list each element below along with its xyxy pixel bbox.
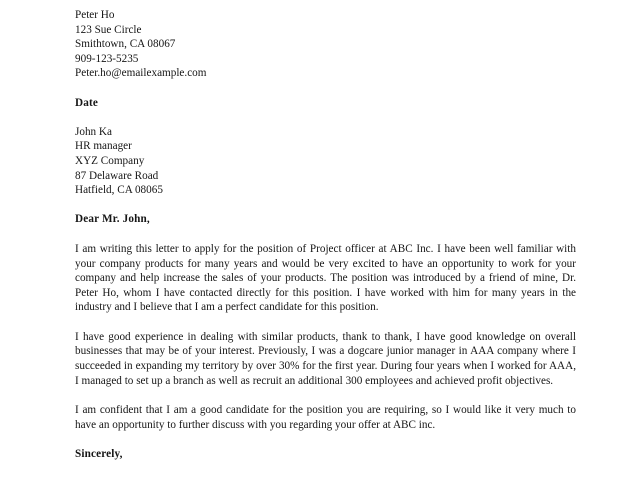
recipient-address-block [75, 125, 576, 198]
date-line: Date [75, 96, 98, 109]
sender-address-line: Smithtown, CA 08067 [75, 38, 176, 51]
spacer [75, 81, 576, 96]
recipient-address-line: 87 Delaware Road [75, 169, 159, 182]
spacer [75, 227, 576, 242]
body-paragraph: I have good experience in dealing with similar products, thank to thank, I have good knowledge on overall businesses that may be of your interest. Previously, I was a dogcare junior manager in AAA company where I succeeded in expanding my territory by over 30% for the first year. During four years when I worked for AAA, I managed to set up a branch as well as recruit an additional 300 employees and achieved profit objectives. [75, 330, 576, 387]
spacer [75, 110, 576, 125]
spacer [75, 388, 576, 403]
sender-email-line: Peter.ho@emailexample.com [75, 67, 207, 80]
sender-address-line: Peter Ho [75, 9, 115, 21]
closing-salutation: Sincerely, [75, 448, 123, 461]
spacer [75, 315, 576, 330]
sender-address-line: 123 Sue Circle [75, 23, 142, 36]
recipient-address-line: XYZ Company [75, 154, 145, 167]
recipient-address-line: John Ka [75, 125, 112, 138]
spacer [75, 432, 576, 447]
spacer [75, 198, 576, 213]
sender-address-line: 909-123-5235 [75, 52, 139, 65]
recipient-address-line: HR manager [75, 140, 132, 153]
recipient-address-line: Hatfield, CA 08065 [75, 184, 163, 197]
body-paragraph: I am confident that I am a good candidate for the position you are requiring, so I would like it very much to have an opportunity to further discuss with you regarding your offer at ABC inc. [75, 404, 576, 431]
body-paragraph: I am writing this letter to apply for the position of Project officer at ABC Inc. I have been well familiar with your company products for many years and would be very excited to have an opportunity to work for your company and help increase the sales of your products. The position was introduced by a friend of mine, Dr. Peter Ho, whom I have contacted directly for this position. I have worked with him for many years in the industry and I believe that I am a perfect candidate for this position. [75, 242, 576, 314]
salutation: Dear Mr. John, [75, 213, 150, 226]
sender-address-block [75, 8, 576, 81]
letter-body [75, 8, 576, 462]
